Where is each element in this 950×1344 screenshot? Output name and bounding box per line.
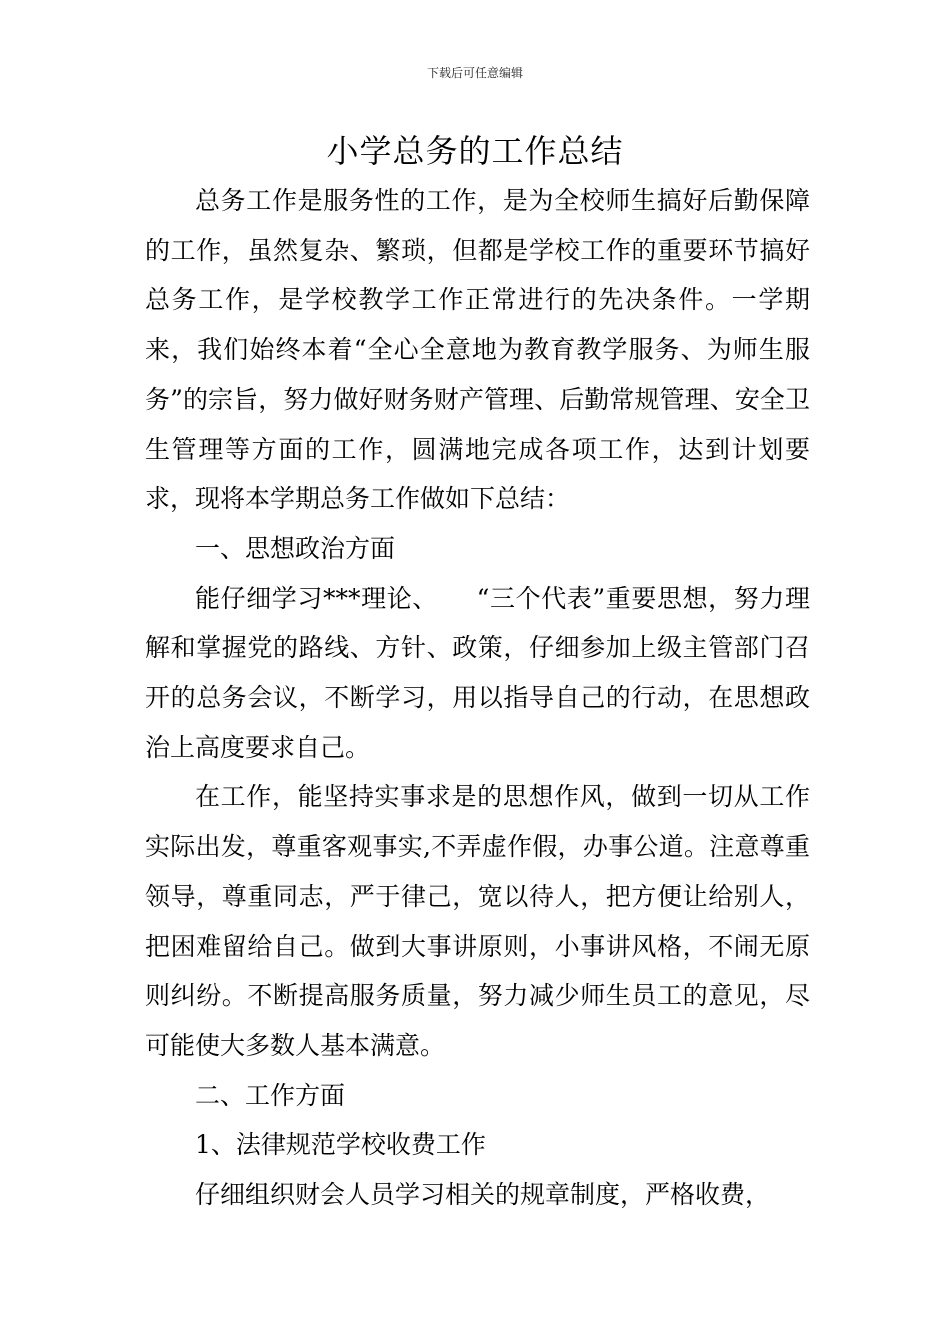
document-body [145, 176, 810, 1220]
document-title: 小学总务的工作总结 [326, 132, 624, 170]
paragraph-intro: 总务工作是服务性的工作，是为全校师生搞好后勤保障的工作，虽然复杂、繁琐，但都是学校工作的重要环节搞好总务工作，是学校教学工作正常进行的先决条件。一学期来，我们始终本着“全心全意地为教育教学服务、为师生服务”的宗旨，努力做好财务财产管理、后勤常规管理、安全卫生管理等方面的工作，圆满地完成各项工作，达到计划要求，现将本学期总务工作做如下总结： [145, 186, 810, 514]
section-heading-2: 二、工作方面 [195, 1080, 346, 1110]
paragraph-fees: 仔细组织财会人员学习相关的规章制度，严格收费， [195, 1180, 771, 1210]
paragraph-work-style: 在工作，能坚持实事求是的思想作风，做到一切从工作实际出发，尊重客观事实,不弄虚作假，办事公道。注意尊重领导，尊重同志，严于律己，宽以待人，把方便让给别人，把困难留给自己。做到大事讲原则，小事讲风格，不闹无原则纠纷。不断提高服务质量，努力减少师生员工的意见，尽可能使大多数人基本满意。 [145, 782, 810, 1060]
section-heading-1: 一、思想政治方面 [195, 533, 396, 563]
subsection-heading-1: 1、法律规范学校收费工作 [195, 1130, 486, 1160]
header-note: 下载后可任意编辑 [426, 66, 523, 80]
paragraph-political-study: 能仔细学习***理论、 “三个代表”重要思想，努力理解和掌握党的路线、方针、政策，仔细参加上级主管部门召开的总务会议，不断学习，用以指导自己的行动，在思想政治上高度要求自己。 [145, 583, 810, 762]
